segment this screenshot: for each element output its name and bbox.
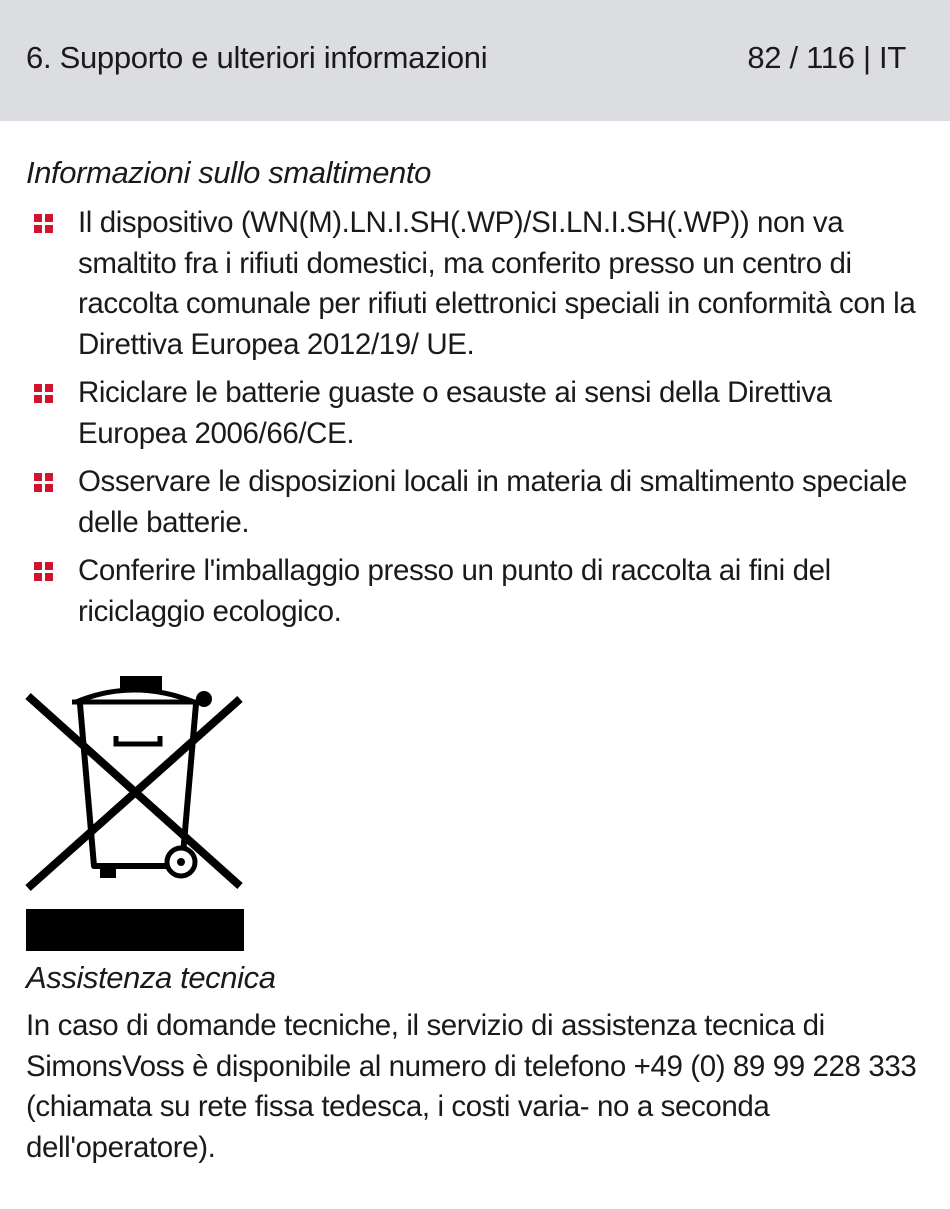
list-item (26, 551, 926, 632)
disposal-heading: Informazioni sullo smaltimento (26, 155, 431, 190)
page-header (0, 0, 950, 121)
bullet-icon (34, 384, 54, 404)
list-item (26, 203, 926, 365)
crossed-out-wheelie-bin-icon (24, 674, 246, 954)
disposal-list (26, 203, 926, 640)
section-title: 6. Supporto e ulteriori informazioni (26, 40, 488, 75)
list-item-text: Conferire l'imballaggio presso un punto di raccolta ai fini del riciclaggio ecologico. (78, 554, 831, 628)
list-item (26, 462, 926, 543)
support-text: In caso di domande tecniche, il servizio di assistenza tecnica di SimonsVoss è disponibile al numero di telefono +49 (0) 89 99 228 333 (chiamata su rete fissa tedesca, i costi varia- no a seconda dell'operatore). (26, 1009, 917, 1164)
support-heading: Assistenza tecnica (26, 960, 276, 995)
list-item-text: Osservare le disposizioni locali in materia di smaltimento speciale delle batterie. (78, 465, 908, 539)
list-item-text: Il dispositivo (WN(M).LN.I.SH(.WP)/SI.LN.I.SH(.WP)) non va smaltito fra i rifiuti domestici, ma conferito presso un centro di raccolta comunale per rifiuti elettronici speciali in conformità con la Direttiva Europea 2012/19/ UE. (78, 206, 916, 361)
list-item (26, 373, 926, 454)
bullet-icon (34, 473, 54, 493)
list-item-text: Riciclare le batterie guaste o esauste ai sensi della Direttiva Europea 2006/66/CE. (78, 376, 832, 450)
bullet-icon (34, 562, 54, 582)
bullet-icon (34, 214, 54, 234)
page-indicator: 82 / 116 | IT (747, 40, 906, 75)
